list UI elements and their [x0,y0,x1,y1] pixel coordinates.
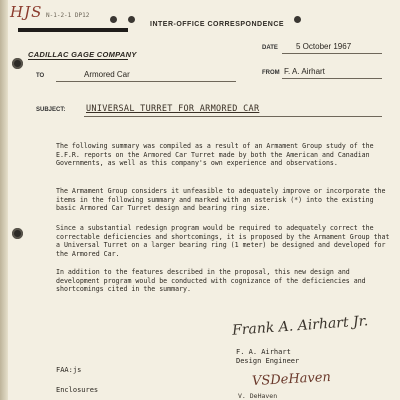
paragraph: The following summary was compiled as a result of an Armament Group study of the E.F.R. reports on the Armored Car Turret made by both the American and Canadian Governments, as well as this company's own experience and observations. [56,142,374,168]
punch-hole [12,228,23,239]
cc-handwriting: VSDeHaven [251,369,332,390]
staple-hole [128,16,135,23]
document-banner: INTER-OFFICE CORRESPONDENCE [150,21,285,28]
typist-initials: FAA:js [56,366,82,374]
punch-hole [12,58,23,69]
signer-name: F. A. Airhart [236,348,291,356]
enclosures-note: Enclosures [56,386,99,394]
staple-hole [294,16,301,23]
staple-hole [110,16,117,23]
cc-name: V. DeHaven [238,392,278,400]
signature-handwriting: Frank A. Airhart Jr. [231,313,369,339]
subject-value: UNIVERSAL TURRET FOR ARMORED CAR [86,104,260,114]
company-name: CADILLAC GAGE COMPANY [28,50,137,59]
to-rule [56,81,236,82]
to-label: TO [36,73,45,79]
page-left-edge [0,0,8,400]
date-rule [282,53,382,54]
redaction-tape [18,28,128,32]
from-value: F. A. Airhart [284,67,325,76]
from-label: FROM [262,70,280,76]
date-label: DATE [262,45,278,51]
tiny-header: N-1-2-1 DP12 [46,12,90,19]
signer-title: Design Engineer [236,357,300,365]
subject-rule [84,116,382,117]
paragraph: Since a substantial redesign program would be required to adequately correct the correctable deficiencies and shortcomings, it is proposed by the Armament Group that a Universal Turret on a larger bearing ring (1 meter) be designed and developed for the Armored Car. [56,224,390,258]
handwritten-note: HJS [10,3,43,21]
to-value: Armored Car [84,70,130,79]
company-underline [28,59,128,60]
paragraph: In addition to the features described in the proposal, this new design and development program would be conducted with cognizance of the deficiencies and shortcomings cited in the summary. [56,268,366,294]
paragraph: The Armament Group considers it unfeasible to adequately improve or incorporate the items in the following summary and marked with an asterisk (*) into the existing basic Armored Car Turret design and bearing ring size. [56,187,386,213]
date-value: 5 October 1967 [296,42,352,51]
subject-label: SUBJECT: [36,107,66,113]
from-rule [282,78,382,79]
